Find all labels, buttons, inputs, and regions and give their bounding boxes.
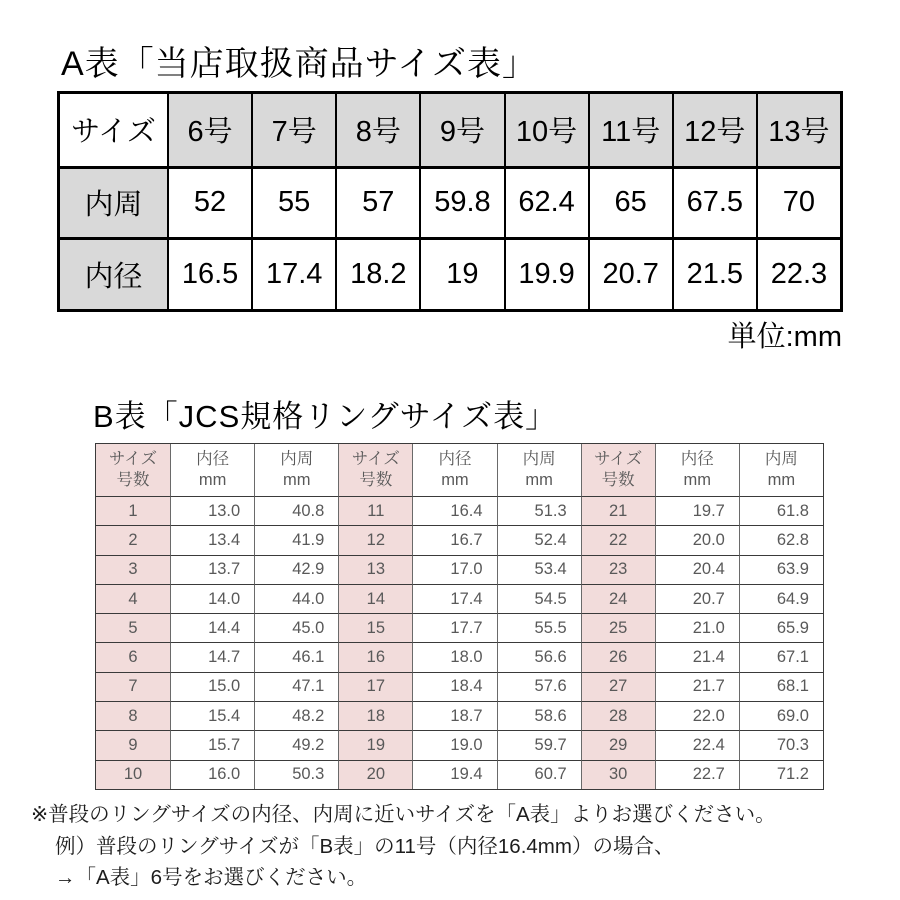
b-size-cell: 10 [96,760,170,789]
b-value-cell: 15.7 [170,730,254,759]
b-header-line: 号数 [116,471,150,489]
b-value-cell: 22.0 [655,701,739,730]
b-size-cell: 2 [96,525,170,554]
a-value-cell: 21.5 [672,237,756,309]
a-header-cell: 11号 [588,94,672,166]
b-value-cell: 58.6 [497,701,581,730]
b-header-line: 号数 [601,471,635,489]
footnote-line-3: →「A表」6号をお選びください。 [55,866,368,889]
b-size-cell: 8 [96,701,170,730]
b-value-cell: 53.4 [497,555,581,584]
b-size-cell: 12 [338,525,412,554]
b-size-cell: 15 [338,613,412,642]
b-value-cell: 52.4 [497,525,581,554]
b-value-cell: 50.3 [254,760,338,789]
b-size-cell: 19 [338,730,412,759]
b-size-cell: 21 [581,496,655,525]
b-value-cell: 49.2 [254,730,338,759]
b-value-cell: 21.7 [655,672,739,701]
b-value-cell: 54.5 [497,584,581,613]
b-size-cell: 4 [96,584,170,613]
b-value-cell: 45.0 [254,613,338,642]
b-value-cell: 20.7 [655,584,739,613]
unit-note: 単位:mm [727,321,842,353]
a-header-cell: 12号 [672,94,756,166]
b-header-line: mm [283,471,311,489]
a-value-cell: 18.2 [335,237,419,309]
b-size-cell: 5 [96,613,170,642]
b-size-cell: 14 [338,584,412,613]
b-size-cell: 17 [338,672,412,701]
b-header-line: 内径 [196,450,230,468]
a-value-cell: 55 [251,166,335,238]
a-value-cell: 19 [419,237,503,309]
b-header-line: mm [525,471,553,489]
b-value-cell: 62.8 [739,525,823,554]
b-value-cell: 71.2 [739,760,823,789]
a-value-cell: 57 [335,166,419,238]
a-value-cell: 65 [588,166,672,238]
b-value-cell: 16.0 [170,760,254,789]
b-size-cell: 24 [581,584,655,613]
b-value-cell: 48.2 [254,701,338,730]
b-value-cell: 56.6 [497,642,581,671]
b-size-cell: 25 [581,613,655,642]
a-header-cell: 6号 [167,94,251,166]
b-header-line: 内径 [680,450,714,468]
b-size-cell: 13 [338,555,412,584]
b-size-cell: 29 [581,730,655,759]
b-value-cell: 69.0 [739,701,823,730]
b-value-cell: 16.4 [412,496,496,525]
b-value-cell: 44.0 [254,584,338,613]
table-b-title: B表「JCS規格リングサイズ表」 [93,399,558,434]
b-size-cell: 28 [581,701,655,730]
b-header-diameter [655,444,739,496]
b-size-cell: 9 [96,730,170,759]
b-value-cell: 19.0 [412,730,496,759]
a-value-cell: 20.7 [588,237,672,309]
b-value-cell: 51.3 [497,496,581,525]
b-size-cell: 18 [338,701,412,730]
b-value-cell: 60.7 [497,760,581,789]
b-value-cell: 17.7 [412,613,496,642]
b-header-size [338,444,412,496]
a-header-cell: 9号 [419,94,503,166]
b-size-cell: 30 [581,760,655,789]
b-header-line: サイズ [594,450,643,468]
b-value-cell: 61.8 [739,496,823,525]
b-header-line: 内周 [764,450,798,468]
b-header-line: 内周 [522,450,556,468]
b-size-cell: 7 [96,672,170,701]
b-header-line: mm [441,471,469,489]
a-value-cell: 17.4 [251,237,335,309]
b-header-circumference [254,444,338,496]
b-header-line: mm [683,471,712,489]
b-value-cell: 13.7 [170,555,254,584]
b-value-cell: 19.4 [412,760,496,789]
table-b [95,443,824,790]
b-value-cell: 22.4 [655,730,739,759]
b-header-line: mm [767,471,796,489]
b-value-cell: 46.1 [254,642,338,671]
b-value-cell: 68.1 [739,672,823,701]
b-size-cell: 3 [96,555,170,584]
b-value-cell: 64.9 [739,584,823,613]
b-value-cell: 15.4 [170,701,254,730]
b-header-circumference [739,444,823,496]
a-header-cell: 7号 [251,94,335,166]
b-value-cell: 47.1 [254,672,338,701]
b-value-cell: 67.1 [739,642,823,671]
b-value-cell: 42.9 [254,555,338,584]
b-value-cell: 55.5 [497,613,581,642]
a-value-cell: 70 [756,166,840,238]
b-header-line: サイズ [108,450,158,468]
b-value-cell: 16.7 [412,525,496,554]
b-header-line: サイズ [351,450,400,468]
a-value-cell: 22.3 [756,237,840,309]
b-size-cell: 23 [581,555,655,584]
table-a [57,91,843,312]
a-value-cell: 16.5 [167,237,251,309]
b-value-cell: 18.4 [412,672,496,701]
a-value-cell: 59.8 [419,166,503,238]
b-value-cell: 57.6 [497,672,581,701]
footnote-line-2: 例）普段のリングサイズが「B表」の11号（内径16.4mm）の場合、 [55,834,675,858]
b-size-cell: 11 [338,496,412,525]
b-size-cell: 20 [338,760,412,789]
b-header-size [581,444,655,496]
b-header-line: mm [198,471,227,489]
footnote [31,799,776,894]
a-value-cell: 52 [167,166,251,238]
a-value-cell: 67.5 [672,166,756,238]
b-value-cell: 63.9 [739,555,823,584]
b-value-cell: 15.0 [170,672,254,701]
a-row-label-diameter: 内径 [60,237,167,309]
b-value-cell: 21.0 [655,613,739,642]
b-header-circumference [497,444,581,496]
b-value-cell: 22.7 [655,760,739,789]
a-header-cell: 13号 [756,94,840,166]
b-value-cell: 18.0 [412,642,496,671]
b-value-cell: 41.9 [254,525,338,554]
b-size-cell: 22 [581,525,655,554]
b-value-cell: 21.4 [655,642,739,671]
b-value-cell: 19.7 [655,496,739,525]
b-value-cell: 17.4 [412,584,496,613]
b-value-cell: 70.3 [739,730,823,759]
b-header-size [96,444,170,496]
b-value-cell: 13.0 [170,496,254,525]
b-size-cell: 27 [581,672,655,701]
b-header-line: 号数 [359,471,393,489]
a-header-cell: 8号 [335,94,419,166]
b-value-cell: 40.8 [254,496,338,525]
b-size-cell: 26 [581,642,655,671]
table-a-title: A表「当店取扱商品サイズ表」 [61,45,537,83]
b-header-diameter [170,444,254,496]
b-header-diameter [412,444,496,496]
a-value-cell: 19.9 [504,237,588,309]
b-value-cell: 14.7 [170,642,254,671]
b-value-cell: 59.7 [497,730,581,759]
a-header-cell: 10号 [504,94,588,166]
b-value-cell: 17.0 [412,555,496,584]
b-size-cell: 16 [338,642,412,671]
b-size-cell: 6 [96,642,170,671]
b-value-cell: 65.9 [739,613,823,642]
b-value-cell: 14.0 [170,584,254,613]
a-row-label-circumference: 内周 [60,166,167,238]
a-value-cell: 62.4 [504,166,588,238]
b-value-cell: 14.4 [170,613,254,642]
footnote-line-1: ※普段のリングサイズの内径、内周に近いサイズを「A表」よりお選びください。 [31,803,776,826]
b-header-line: 内周 [280,450,314,468]
b-value-cell: 13.4 [170,525,254,554]
a-header-size-label: サイズ [60,94,167,166]
b-value-cell: 18.7 [412,701,496,730]
b-value-cell: 20.4 [655,555,739,584]
b-size-cell: 1 [96,496,170,525]
b-value-cell: 20.0 [655,525,739,554]
b-header-line: 内径 [438,450,472,468]
